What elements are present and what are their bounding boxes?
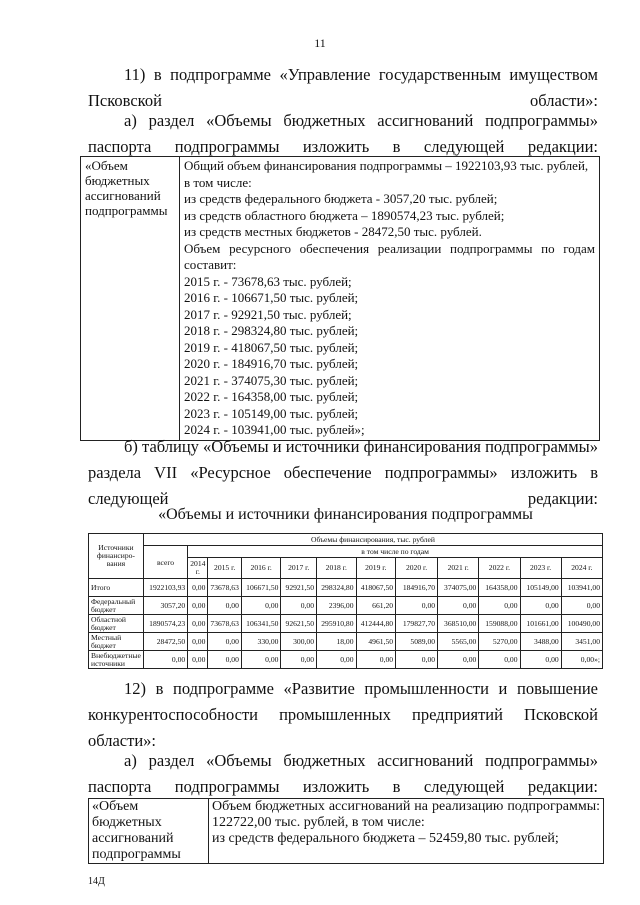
- year-header: 2014 г.: [188, 558, 208, 579]
- row-year-value: 0,00: [208, 633, 241, 651]
- row-year-value: 418067,50: [356, 579, 396, 597]
- row-year-value: 298324,80: [317, 579, 357, 597]
- row-year-value: 106671,50: [241, 579, 281, 597]
- row-year-value: 0,00: [188, 651, 208, 669]
- row-total: 1890574,23: [143, 615, 187, 633]
- item12-intro: 12) в подпрограмме «Развитие промышленности и повышение конкурентоспособности промышленных предприятий Псковской области»:: [88, 679, 598, 750]
- passport-table-item12: [88, 798, 604, 864]
- row-year-value: 0,00: [396, 597, 438, 615]
- passport-content: [209, 799, 604, 864]
- passport-line: из средств федерального бюджета - 3057,20 тыс. рублей;: [184, 191, 498, 206]
- row-year-value: 73678,63: [208, 579, 241, 597]
- finance-row: [89, 633, 603, 651]
- row-year-value: 100490,00: [561, 615, 602, 633]
- row-year-value: 73678,63: [208, 615, 241, 633]
- item11-intro: 11) в подпрограмме «Управление государственным имуществом Псковской области»:: [88, 65, 598, 110]
- row-year-value: 18,00: [317, 633, 357, 651]
- passport-line: из средств федерального бюджета – 52459,80 тыс. рублей;: [212, 831, 559, 846]
- passport-line: Общий объем финансирования подпрограммы – 1922103,93 тыс. рублей,: [184, 158, 589, 173]
- row-year-value: 2396,00: [317, 597, 357, 615]
- row-source: Внебюджетные источники: [89, 651, 144, 669]
- year-header: 2022 г.: [479, 558, 520, 579]
- row-year-value: 374075,00: [438, 579, 479, 597]
- row-year-value: 295910,80: [317, 615, 357, 633]
- row-year-value: 4961,50: [356, 633, 396, 651]
- year-header: 2015 г.: [208, 558, 241, 579]
- row-year-value: 0,00: [281, 651, 317, 669]
- passport-table-item11: [80, 156, 600, 441]
- row-year-value: 164358,00: [479, 579, 520, 597]
- row-year-value: 92921,50: [281, 579, 317, 597]
- year-header: 2020 г.: [396, 558, 438, 579]
- row-year-value: 0,00: [188, 579, 208, 597]
- passport-line: из средств местных бюджетов - 28472,50 тыс. рублей.: [184, 224, 482, 239]
- row-year-value: 0,00: [561, 597, 602, 615]
- passport-line: 2019 г. - 418067,50 тыс. рублей;: [184, 339, 359, 355]
- item11-b: б) таблицу «Объемы и источники финансирования подпрограммы» раздела VII «Ресурсное обеспечение подпрограммы» изложить в следующей редакции:: [88, 437, 598, 508]
- row-year-value: 300,00: [281, 633, 317, 651]
- finance-row: [89, 615, 603, 633]
- row-year-value: 3488,00: [520, 633, 561, 651]
- row-year-value: 368510,00: [438, 615, 479, 633]
- row-year-value: 0,00: [241, 651, 281, 669]
- row-year-value: 0,00»;: [561, 651, 602, 669]
- page-number: 11: [314, 36, 326, 50]
- row-source: Итого: [89, 579, 144, 597]
- passport-line: 2023 г. - 105149,00 тыс. рублей;: [184, 405, 359, 421]
- passport-line: в том числе:: [184, 174, 252, 190]
- row-total: 3057,20: [143, 597, 187, 615]
- passport-line: Объем ресурсного обеспечения реализации подпрограммы по годам составит:: [184, 240, 595, 272]
- finance-table-title: «Объемы и источники финансирования подпрограммы: [158, 506, 533, 523]
- passport-line: Объем бюджетных ассигнований на реализацию подпрограммы: 122722,00 тыс. рублей, в том числе:: [212, 799, 600, 830]
- row-year-value: 0,00: [188, 615, 208, 633]
- year-header: 2017 г.: [281, 558, 317, 579]
- row-year-value: 105149,00: [520, 579, 561, 597]
- row-year-value: 179827,70: [396, 615, 438, 633]
- passport-line: 2018 г. - 298324,80 тыс. рублей;: [184, 323, 359, 338]
- year-header: 2024 г.: [561, 558, 602, 579]
- finance-table: [88, 533, 603, 669]
- row-year-value: 106341,50: [241, 615, 281, 633]
- row-year-value: 0,00: [208, 597, 241, 615]
- passport-line: 2015 г. - 73678,63 тыс. рублей;: [184, 273, 352, 289]
- row-year-value: 5565,00: [438, 633, 479, 651]
- row-year-value: 5270,00: [479, 633, 520, 651]
- row-year-value: 159088,00: [479, 615, 520, 633]
- row-year-value: 0,00: [241, 597, 281, 615]
- item11-a: а) раздел «Объемы бюджетных ассигнований подпрограммы» паспорта подпрограммы изложить в следующей редакции:: [88, 111, 598, 156]
- item12-a: а) раздел «Объемы бюджетных ассигнований подпрограммы» паспорта подпрограммы изложить в следующей редакции:: [88, 751, 598, 796]
- row-source: Местный бюджет: [89, 633, 144, 651]
- passport-line: 2022 г. - 164358,00 тыс. рублей;: [184, 389, 359, 404]
- row-year-value: 92621,50: [281, 615, 317, 633]
- row-year-value: 0,00: [356, 651, 396, 669]
- finance-row: [89, 597, 603, 615]
- passport-line: 2016 г. - 106671,50 тыс. рублей;: [184, 290, 359, 305]
- row-year-value: 0,00: [188, 597, 208, 615]
- row-year-value: 103941,00: [561, 579, 602, 597]
- row-total: 28472,50: [143, 633, 187, 651]
- finance-row: [89, 651, 603, 669]
- row-year-value: 0,00: [188, 633, 208, 651]
- passport-line: 2020 г. - 184916,70 тыс. рублей;: [184, 356, 359, 371]
- finance-row: [89, 579, 603, 597]
- row-source: Федеральный бюджет: [89, 597, 144, 615]
- row-year-value: 412444,80: [356, 615, 396, 633]
- header-including: в том числе по годам: [188, 546, 603, 558]
- passport-label: «Объем бюджетных ассигнований подпрограммы: [89, 799, 209, 864]
- row-year-value: 330,00: [241, 633, 281, 651]
- row-year-value: 0,00: [317, 651, 357, 669]
- passport-line: 2024 г. - 103941,00 тыс. рублей»;: [184, 422, 365, 437]
- row-year-value: 0,00: [396, 651, 438, 669]
- row-year-value: 0,00: [281, 597, 317, 615]
- header-sources: Источники финансиро-вания: [89, 534, 144, 579]
- year-header: 2019 г.: [356, 558, 396, 579]
- header-volumes: Объемы финансирования, тыс. рублей: [143, 534, 602, 546]
- passport-label: «Объем бюджетных ассигнований подпрограммы: [81, 157, 180, 441]
- row-source: Областной бюджет: [89, 615, 144, 633]
- year-header: 2016 г.: [241, 558, 281, 579]
- row-year-value: 661,20: [356, 597, 396, 615]
- footer-code: 14Д: [88, 876, 105, 887]
- row-year-value: 184916,70: [396, 579, 438, 597]
- year-header: 2021 г.: [438, 558, 479, 579]
- row-total: 1922103,93: [143, 579, 187, 597]
- passport-line: 2017 г. - 92921,50 тыс. рублей;: [184, 306, 352, 322]
- row-total: 0,00: [143, 651, 187, 669]
- passport-line: из средств областного бюджета – 1890574,23 тыс. рублей;: [184, 207, 505, 223]
- year-header: 2023 г.: [520, 558, 561, 579]
- row-year-value: 0,00: [479, 597, 520, 615]
- row-year-value: 0,00: [520, 597, 561, 615]
- row-year-value: 101661,00: [520, 615, 561, 633]
- header-total: всего: [143, 546, 187, 579]
- row-year-value: 5089,00: [396, 633, 438, 651]
- row-year-value: 0,00: [520, 651, 561, 669]
- row-year-value: 0,00: [479, 651, 520, 669]
- row-year-value: 3451,00: [561, 633, 602, 651]
- passport-content: [180, 157, 600, 441]
- passport-line: 2021 г. - 374075,30 тыс. рублей;: [184, 372, 359, 388]
- year-header: 2018 г.: [317, 558, 357, 579]
- row-year-value: 0,00: [438, 651, 479, 669]
- finance-table-body: [89, 579, 603, 669]
- row-year-value: 0,00: [438, 597, 479, 615]
- row-year-value: 0,00: [208, 651, 241, 669]
